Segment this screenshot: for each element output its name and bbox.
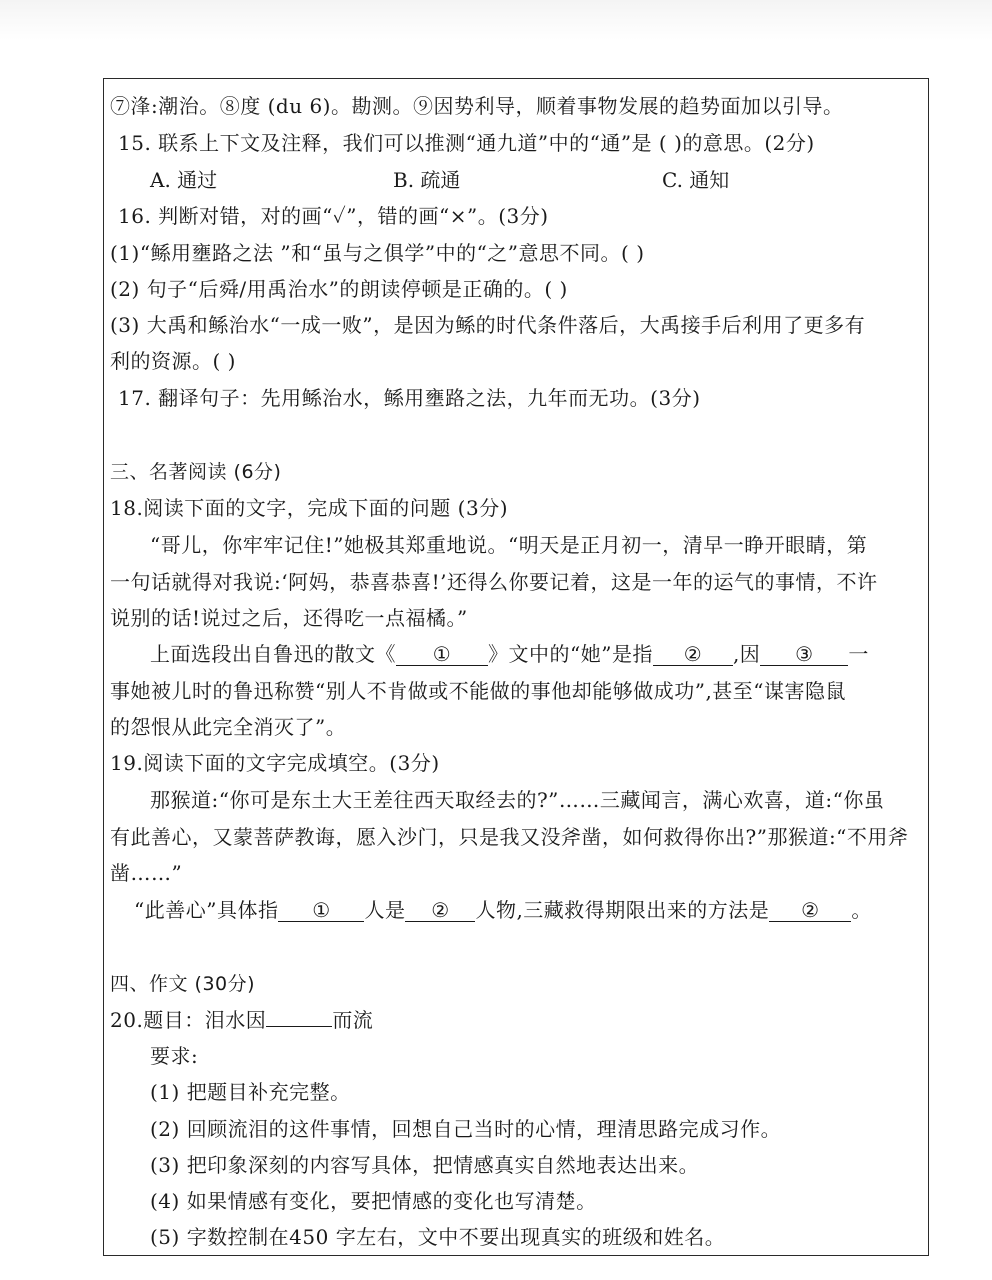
q16-stem: 16. 判断对错，对的画“✓”，错的画“×”。(3分): [118, 204, 549, 228]
q19-fill-text-b: 人是: [364, 898, 406, 922]
q20-title-line: [110, 1008, 373, 1032]
q19-passage-line-1: 那猴道:“你可是东土大王差往西天取经去的?”……三藏闻言，满心欢喜，道:“你虽: [150, 788, 885, 812]
q18-blank-2[interactable]: ②: [653, 643, 733, 666]
q19-blank-3[interactable]: ②: [769, 899, 851, 922]
q16-item-2: (2) 句子“后舜/用禹治水”的朗读停顿是正确的。( ): [110, 277, 568, 301]
requirement-item: (2) 回顾流泪的这件事情，回想自己当时的心情，理清思路完成习作。: [150, 1117, 782, 1141]
requirement-item: (4) 如果情感有变化，要把情感的变化也写清楚。: [150, 1189, 597, 1213]
q19-passage-line-3: 凿……”: [110, 861, 183, 885]
q16-item-3-line-1: (3) 大禹和鲧治水“一成一败”，是因为鲧的时代条件落后，大禹接手后利用了更多有: [110, 313, 866, 337]
q19-stem: 19.阅读下面的文字完成填空。(3分): [110, 751, 440, 775]
q19-blank-1[interactable]: ①: [278, 899, 364, 922]
q16-item-1: (1)“鲧用壅路之法 ”和“虽与之俱学”中的“之”意思不同。( ): [110, 241, 645, 265]
q18-fill-line-1: [150, 642, 869, 666]
q18-blank-1[interactable]: ①: [396, 643, 488, 666]
q19-passage-line-2: 有此善心，又蒙菩萨教诲，愿入沙门，只是我又没斧凿，如何救得你出?”那猴道:“不用斧: [110, 825, 909, 849]
q19-blank-2[interactable]: ②: [405, 899, 475, 922]
q18-stem: 18.阅读下面的文字，完成下面的问题 (3分): [110, 496, 508, 520]
q19-fill-text-d: 。: [851, 898, 872, 922]
q20-title-text-b: 而流: [332, 1008, 374, 1032]
section-3-title: 三、名著阅读 (6分): [110, 461, 282, 483]
q18-blank-3[interactable]: ③: [760, 643, 848, 666]
q15-option-a: A. 通过: [150, 168, 218, 192]
requirement-item: (3) 把印象深刻的内容写具体，把情感真实自然地表达出来。: [150, 1153, 700, 1177]
q16-item-3-line-2: 利的资源。( ): [110, 349, 236, 373]
q15-option-c: C. 通知: [662, 168, 730, 192]
q19-fill-text-a: “此善心”具体指: [134, 898, 279, 922]
q15-option-b: B. 疏通: [393, 168, 461, 192]
q14-annotation-note: ⑦浲:潮治。⑧度 (du 6)。勘测。⑨因势利导，顺着事物发展的趋势面加以引导。: [110, 94, 844, 118]
q18-fill-line-3: 的怨恨从此完全消灭了”。: [110, 715, 347, 739]
q18-passage-line-2: 一句话就得对我说:‘阿妈，恭喜恭喜!’还得么你要记着，这是一年的运气的事情，不许: [110, 570, 878, 594]
q18-passage-line-1: “哥儿，你牢牢记住!”她极其郑重地说。“明天是正月初一，清早一睁开眼睛，第: [150, 533, 868, 557]
q18-fill-line-2: 事她被儿时的鲁迅称赞“别人不肯做或不能做的事他却能够做成功”,甚至“谋害隐鼠: [110, 679, 847, 703]
q20-title-text-a: 20.题目：泪水因: [110, 1008, 267, 1032]
requirement-item: (5) 字数控制在450 字左右，文中不要出现真实的班级和姓名。: [150, 1225, 726, 1249]
q20-title-blank[interactable]: [266, 1026, 332, 1027]
q18-passage-line-3: 说别的话!说过之后，还得吃一点福橘。”: [110, 606, 468, 630]
q17-stem: 17. 翻译句子：先用鲧治水，鲧用壅路之法，九年而无功。(3分): [118, 386, 701, 410]
q19-fill-text-c: 人物,三藏救得期限出来的方法是: [475, 898, 770, 922]
q19-fill-line: [134, 898, 872, 922]
q18-fill-text-d: 一: [848, 642, 869, 666]
q18-fill-text-a: 上面选段出自鲁迅的散文《: [150, 642, 396, 666]
q18-fill-text-c: ,因: [732, 642, 761, 666]
requirement-item: (1) 把题目补充完整。: [150, 1080, 351, 1104]
section-4-title: 四、作文 (30分): [110, 973, 256, 995]
q18-fill-text-b: 》文中的“她”是指: [488, 642, 653, 666]
q15-stem: 15. 联系上下文及注释，我们可以推测“通九道”中的“通”是 ( )的意思。(2分): [118, 131, 815, 155]
requirements-heading: 要求:: [150, 1044, 199, 1068]
